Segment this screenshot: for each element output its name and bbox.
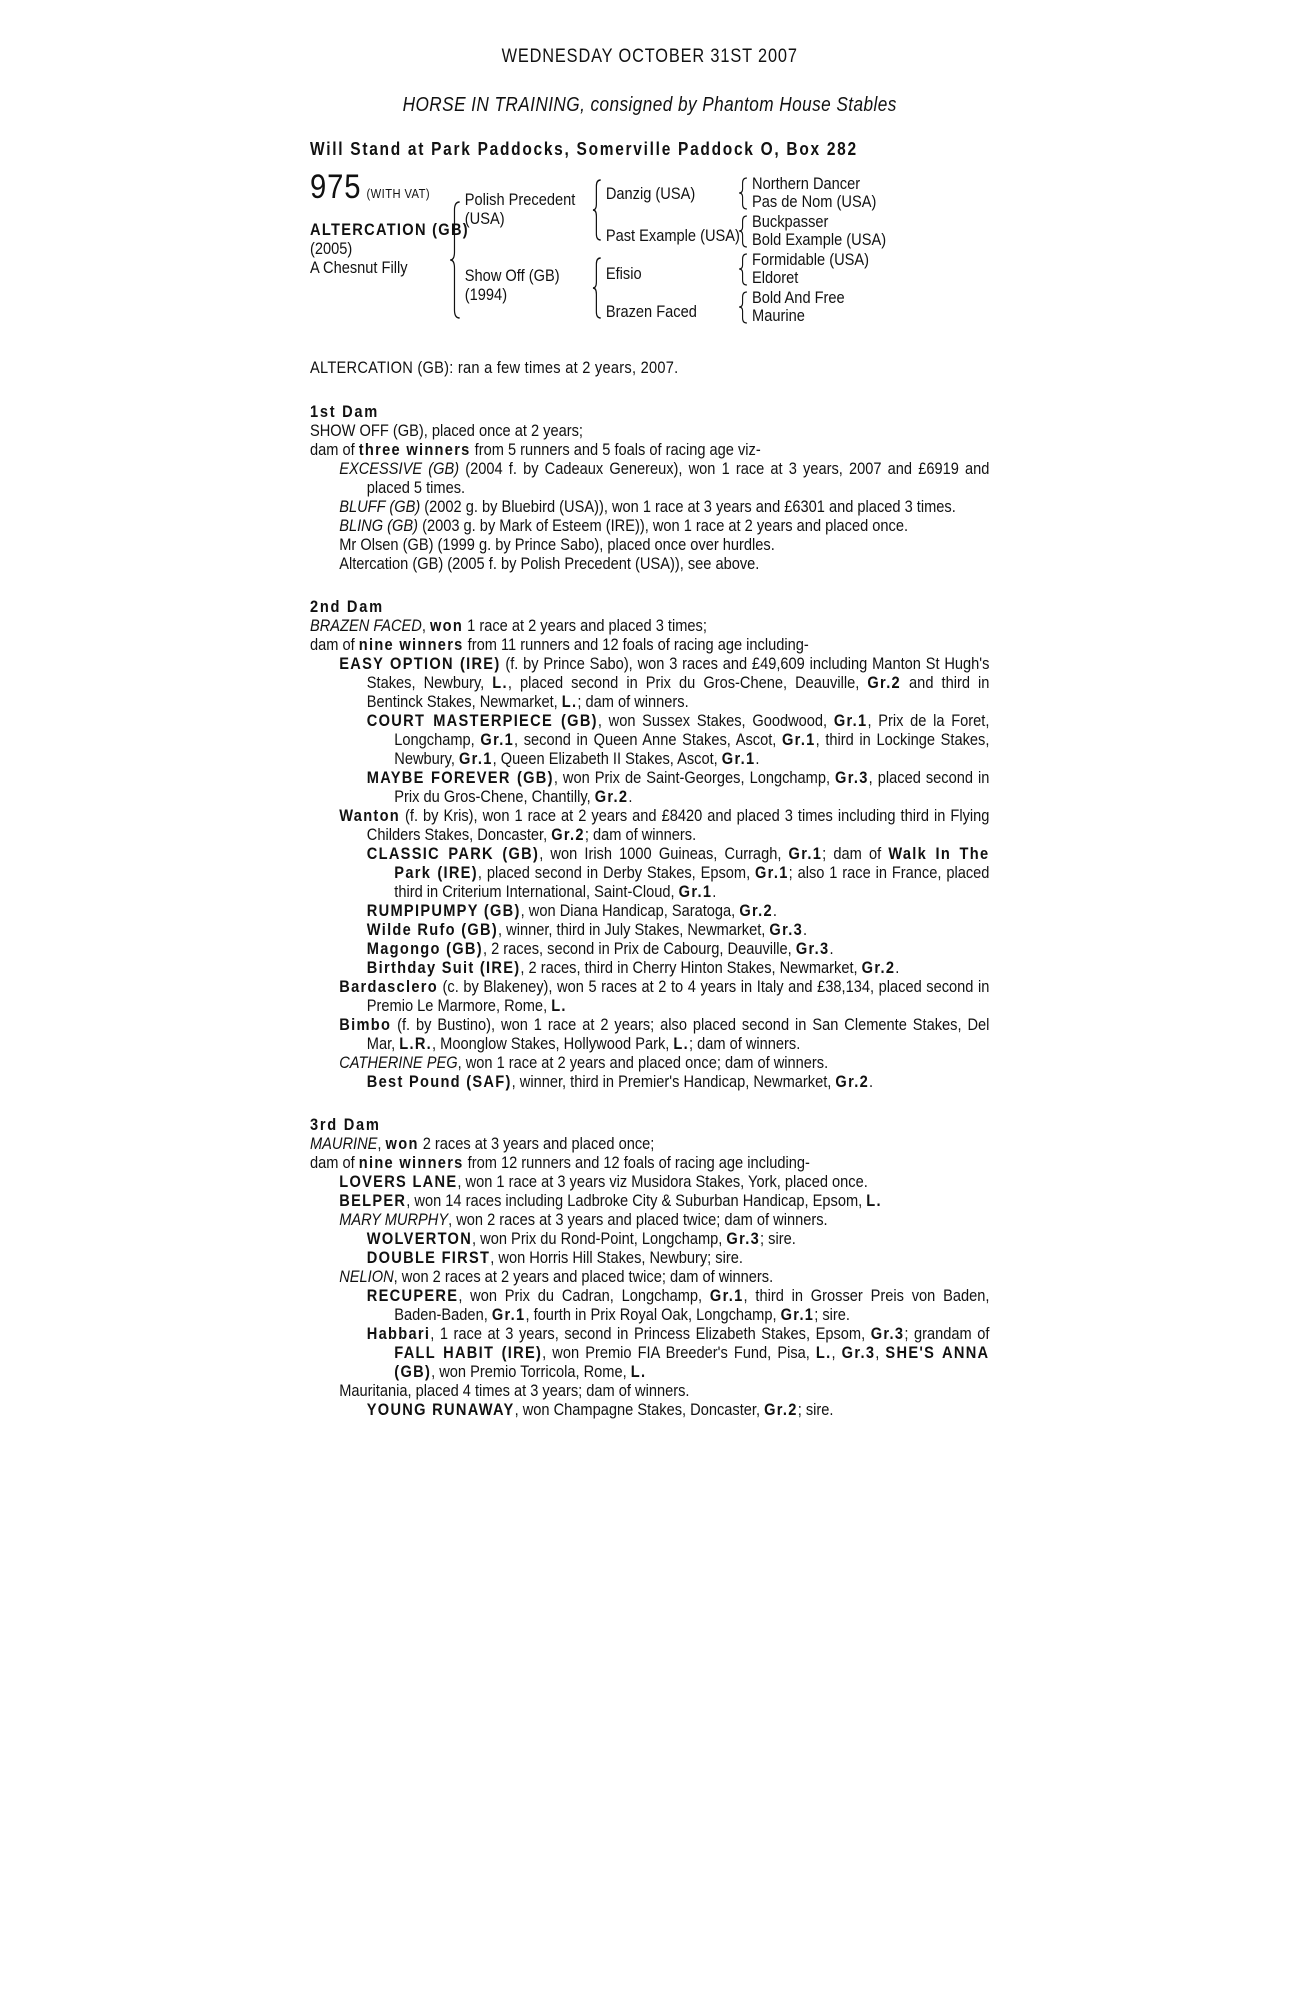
text: , Moonglow Stakes, Hollywood Park, [432, 1034, 674, 1053]
grade: Gr.1 [780, 1305, 815, 1324]
produce-entry [310, 844, 989, 901]
text: ; also 1 race in France, placed third in Criterium International, Saint-Cloud, [394, 863, 990, 901]
produce-entry [310, 1072, 989, 1091]
sire-parents-brace [592, 178, 602, 242]
text: , won Irish 1000 Guineas, Curragh, [539, 844, 789, 863]
text: , won Diana Handicap, Saratoga, [520, 901, 740, 920]
grade: Gr.3 [870, 1324, 905, 1343]
produce-entry [310, 497, 989, 516]
horse-name: YOUNG RUNAWAY [366, 1400, 515, 1419]
text: , winner, third in July Stakes, Newmarket, [498, 920, 770, 939]
g2-brace [738, 214, 748, 250]
horse-name: ALTERCATION (GB) [310, 220, 469, 239]
third-dam-section [310, 1115, 989, 1419]
text: from 12 runners and 12 foals of racing age including- [463, 1153, 810, 1172]
horse-name: LOVERS LANE [339, 1172, 458, 1191]
produce-entry [310, 1191, 989, 1210]
text: , won Horris Hill Stakes, Newbury; sire. [490, 1248, 743, 1267]
produce-entry: Mr Olsen (GB) (1999 g. by Prince Sabo), placed once over hurdles. [339, 535, 775, 554]
produce-entry [310, 806, 989, 844]
horse-name: Magongo (GB) [366, 939, 483, 958]
grade: Gr.1 [755, 863, 789, 882]
ds-sire: Formidable (USA) [752, 250, 870, 269]
produce-entry [310, 768, 989, 806]
text: (2002 g. by Bluebird (USA)), won 1 race at 3 years and £6301 and placed 3 times. [420, 497, 956, 516]
text: ; sire. [760, 1229, 796, 1248]
text: , [377, 1134, 386, 1153]
horse-name: COURT MASTERPIECE (GB) [366, 711, 598, 730]
produce-entry: Altercation (GB) (2005 f. by Polish Precedent (USA)), see above. [339, 554, 760, 573]
grade: Gr.1 [678, 882, 713, 901]
text: ; dam of winners. [688, 1034, 801, 1053]
g4-brace [738, 290, 748, 326]
text: ; dam of winners. [577, 692, 689, 711]
first-dam-heading: 1st Dam [310, 402, 379, 421]
grade: Gr.1 [480, 730, 515, 749]
grade: Gr.3 [841, 1343, 876, 1362]
text: . [772, 901, 778, 920]
produce-entry [310, 958, 989, 977]
text: won [385, 1134, 419, 1153]
text: , won 2 races at 3 years and placed twice; dam of winners. [448, 1210, 828, 1229]
sire-dam: Past Example (USA) [605, 226, 740, 245]
text: . [712, 882, 717, 901]
horse-name: BLING (GB) [339, 516, 419, 535]
horse-name: DOUBLE FIRST [366, 1248, 491, 1267]
race-summary: ALTERCATION (GB): ran a few times at 2 years, 2007. [310, 358, 679, 377]
dam-year: (1994) [464, 285, 508, 304]
horse-name: EASY OPTION (IRE) [339, 654, 501, 673]
text: dam of [310, 635, 359, 654]
produce-entry [310, 654, 989, 711]
horse-name: MAURINE [310, 1134, 378, 1153]
sd-dam: Bold Example (USA) [752, 230, 887, 249]
grade: Gr.3 [795, 939, 830, 958]
horse-name: EXCESSIVE (GB) [339, 459, 460, 478]
horse-name: MAYBE FOREVER (GB) [366, 768, 554, 787]
grade: Gr.3 [769, 920, 804, 939]
catalogue-page [310, 46, 989, 1443]
text: , won Prix du Cadran, Longchamp, [458, 1286, 710, 1305]
second-dam-section [310, 597, 989, 1091]
text: , winner, third in Premier's Handicap, Newmarket, [511, 1072, 836, 1091]
horse-name: Best Pound (SAF) [366, 1072, 512, 1091]
horse-name: CATHERINE PEG [339, 1053, 458, 1072]
grade: Gr.2 [861, 958, 896, 977]
text: , placed second in Prix du Gros-Chene, Deauville, [507, 673, 868, 692]
text: , won 1 race at 3 years viz Musidora Stakes, York, placed once. [457, 1172, 868, 1191]
text: ; dam of winners. [584, 825, 697, 844]
horse-name: MARY MURPHY [339, 1210, 449, 1229]
grade: Gr.1 [833, 711, 868, 730]
horse-name: Walk In The Park (IRE) [394, 844, 990, 882]
text: won [429, 616, 464, 635]
ss-sire: Northern Dancer [752, 174, 861, 193]
second-dam-heading: 2nd Dam [310, 597, 384, 616]
text: (2003 g. by Mark of Esteem (IRE)), won 1 race at 2 years and placed once. [418, 516, 909, 535]
sire-sire: Danzig (USA) [605, 184, 696, 203]
produce-entry [310, 459, 989, 497]
produce-entry [310, 1324, 989, 1381]
sire-dam-brace [449, 200, 461, 320]
horse-name: BELPER [339, 1191, 407, 1210]
text: , won 14 races including Ladbroke City & Suburban Handicap, Epsom, [406, 1191, 867, 1210]
text: ; grandam of [904, 1324, 990, 1343]
horse-name: Bimbo [339, 1015, 392, 1034]
horse-year: (2005) [310, 239, 353, 258]
grade: Gr.3 [726, 1229, 761, 1248]
produce-entry [310, 1286, 989, 1324]
horse-name: WOLVERTON [366, 1229, 473, 1248]
grade: Gr.1 [709, 1286, 744, 1305]
dam-parents-brace [592, 256, 602, 320]
horse-name: FALL HABIT (IRE) [394, 1343, 543, 1362]
text: . [628, 787, 633, 806]
produce-entry [310, 516, 989, 535]
text: (f. by Prince Sabo), won 3 races and £49,609 including Manton St Hugh's Stakes, Newbury, [366, 654, 990, 692]
vat-note: (WITH VAT) [366, 186, 431, 201]
text: ; sire. [814, 1305, 850, 1324]
text: , placed second in Prix du Gros-Chene, Chantilly, [394, 768, 990, 806]
text: , 2 races, third in Cherry Hinton Stakes, Newmarket, [520, 958, 862, 977]
grade: L.R. [399, 1034, 433, 1053]
horse-name: NELION [339, 1267, 394, 1286]
text: . [803, 920, 808, 939]
dam-name: Show Off (GB) [464, 266, 560, 285]
grade: L. [673, 1034, 689, 1053]
dam-line: SHOW OFF (GB), placed once at 2 years; [310, 421, 583, 440]
g1-brace [738, 176, 748, 212]
grade: Gr.1 [491, 1305, 526, 1324]
horse-description: A Chesnut Filly [310, 258, 408, 277]
horse-name: Bardasclero [339, 977, 438, 996]
text: dam of [310, 440, 359, 459]
produce-entry [310, 901, 989, 920]
produce-entry [310, 1053, 989, 1072]
sire-name: Polish Precedent [464, 190, 576, 209]
text: , third in Lockinge Stakes, Newbury, [394, 730, 990, 768]
text: , [875, 1343, 886, 1362]
dam-line [310, 616, 989, 635]
dd-sire: Bold And Free [752, 288, 845, 307]
stand-location: Will Stand at Park Paddocks, Somerville Paddock O, Box 282 [310, 139, 858, 159]
g3-brace [738, 252, 748, 288]
winners-count: three winners [358, 440, 471, 459]
text: , fourth in Prix Royal Oak, Longchamp, [525, 1305, 781, 1324]
text: , won Sussex Stakes, Goodwood, [597, 711, 834, 730]
text: from 5 runners and 5 foals of racing age viz- [470, 440, 761, 459]
text: , third in Grosser Preis von Baden, Baden-Baden, [394, 1286, 990, 1324]
grade: L. [630, 1362, 647, 1381]
text: . [829, 939, 834, 958]
horse-name: Habbari [366, 1324, 431, 1343]
produce-entry [310, 1229, 989, 1248]
text: , 1 race at 3 years, second in Princess Elizabeth Stakes, Epsom, [430, 1324, 871, 1343]
produce-summary [310, 1153, 989, 1172]
produce-summary [310, 635, 989, 654]
produce-entry [310, 1267, 989, 1286]
horse-name: CLASSIC PARK (GB) [366, 844, 540, 863]
sale-date: WEDNESDAY OCTOBER 31ST 2007 [501, 46, 798, 67]
grade: Gr.2 [594, 787, 629, 806]
text: from 11 runners and 12 foals of racing age including- [463, 635, 809, 654]
text: (c. by Blakeney), won 5 races at 2 to 4 years in Italy and £38,134, placed second in Premio Le Marmore, Rome, [366, 977, 990, 1015]
text: , won 2 races at 2 years and placed twice; dam of winners. [393, 1267, 774, 1286]
text: , won 1 race at 2 years and placed once; dam of winners. [457, 1053, 829, 1072]
lot-number-line [310, 168, 431, 206]
grade: Gr.2 [835, 1072, 870, 1091]
text: , won Champagne Stakes, Doncaster, [514, 1400, 765, 1419]
grade: L. [815, 1343, 832, 1362]
produce-entry [310, 1248, 989, 1267]
text: , 2 races, second in Prix de Cabourg, Deauville, [482, 939, 796, 958]
text: , [831, 1343, 842, 1362]
ds-dam: Eldoret [752, 268, 799, 287]
ss-dam: Pas de Nom (USA) [752, 192, 877, 211]
produce-entry [310, 977, 989, 1015]
produce-entry [310, 1210, 989, 1229]
text: ; dam of [822, 844, 889, 863]
lot-number: 975 [310, 168, 362, 206]
horse-name: BRAZEN FACED [310, 616, 422, 635]
text: , Queen Elizabeth II Stakes, Ascot, [492, 749, 722, 768]
grade: Gr.2 [867, 673, 901, 692]
pedigree-table [310, 168, 989, 346]
text: , second in Queen Anne Stakes, Ascot, [514, 730, 782, 749]
third-dam-heading: 3rd Dam [310, 1115, 381, 1134]
text: ; sire. [797, 1400, 834, 1419]
text: (f. by Kris), won 1 race at 2 years and £8420 and placed 3 times including third in Flying Childers Stakes, Doncaster, [366, 806, 990, 844]
text: , placed second in Derby Stakes, Epsom, [477, 863, 756, 882]
dam-sire: Efisio [605, 264, 642, 283]
horse-name: SHE'S ANNA (GB) [394, 1343, 990, 1381]
grade: Gr.3 [835, 768, 869, 787]
text: . [895, 958, 900, 977]
produce-entry [310, 1015, 989, 1053]
horse-name: RUMPIPUMPY (GB) [366, 901, 521, 920]
text: 1 race at 2 years and placed 3 times; [463, 616, 707, 635]
horse-name: Wilde Rufo (GB) [366, 920, 499, 939]
text: dam of [310, 1153, 359, 1172]
text: (2004 f. by Cadeaux Genereux), won 1 race at 3 years, 2007 and £6919 and placed 5 times. [366, 459, 990, 497]
dd-dam: Maurine [752, 306, 805, 325]
produce-entry [310, 920, 989, 939]
text: and third in Bentinck Stakes, Newmarket, [366, 673, 990, 711]
horse-name: BLUFF (GB) [339, 497, 421, 516]
text: , won Prix du Rond-Point, Longchamp, [472, 1229, 727, 1248]
dam-line [310, 1134, 989, 1153]
grade: Gr.2 [739, 901, 773, 920]
grade: Gr.1 [721, 749, 756, 768]
text: . [869, 1072, 874, 1091]
text: , won Prix de Saint-Georges, Longchamp, [553, 768, 836, 787]
sd-sire: Buckpasser [752, 212, 829, 231]
lot-title: HORSE IN TRAINING, consigned by Phantom House Stables [402, 94, 897, 116]
grade: L. [866, 1191, 882, 1210]
text: 2 races at 3 years and placed once; [418, 1134, 655, 1153]
dam-dam: Brazen Faced [605, 302, 697, 321]
produce-entry [310, 939, 989, 958]
text: , Prix de la Foret, Longchamp, [394, 711, 990, 749]
text: , [421, 616, 430, 635]
grade: Gr.2 [551, 825, 585, 844]
grade: Gr.2 [764, 1400, 798, 1419]
winners-count: nine winners [358, 1153, 464, 1172]
text: , won Premio Torricola, Rome, [431, 1362, 631, 1381]
horse-name: RECUPERE [366, 1286, 459, 1305]
produce-summary [310, 440, 989, 459]
produce-entry: Mauritania, placed 4 times at 3 years; dam of winners. [339, 1381, 690, 1400]
produce-entry [310, 711, 989, 768]
grade: Gr.1 [459, 749, 493, 768]
sire-country: (USA) [464, 209, 505, 228]
winners-count: nine winners [358, 635, 464, 654]
text: . [755, 749, 760, 768]
grade: Gr.1 [788, 844, 823, 863]
grade: L. [492, 673, 508, 692]
text: , won Premio FIA Breeder's Fund, Pisa, [542, 1343, 816, 1362]
produce-entry [310, 1172, 989, 1191]
produce-entry [310, 1400, 989, 1419]
text: (f. by Bustino), won 1 race at 2 years; also placed second in San Clemente Stakes, Del Mar, [366, 1015, 990, 1053]
horse-name: Wanton [339, 806, 401, 825]
grade: L. [561, 692, 578, 711]
grade: L. [551, 996, 567, 1015]
first-dam-section [310, 402, 989, 573]
grade: Gr.1 [781, 730, 816, 749]
horse-name: Birthday Suit (IRE) [366, 958, 521, 977]
